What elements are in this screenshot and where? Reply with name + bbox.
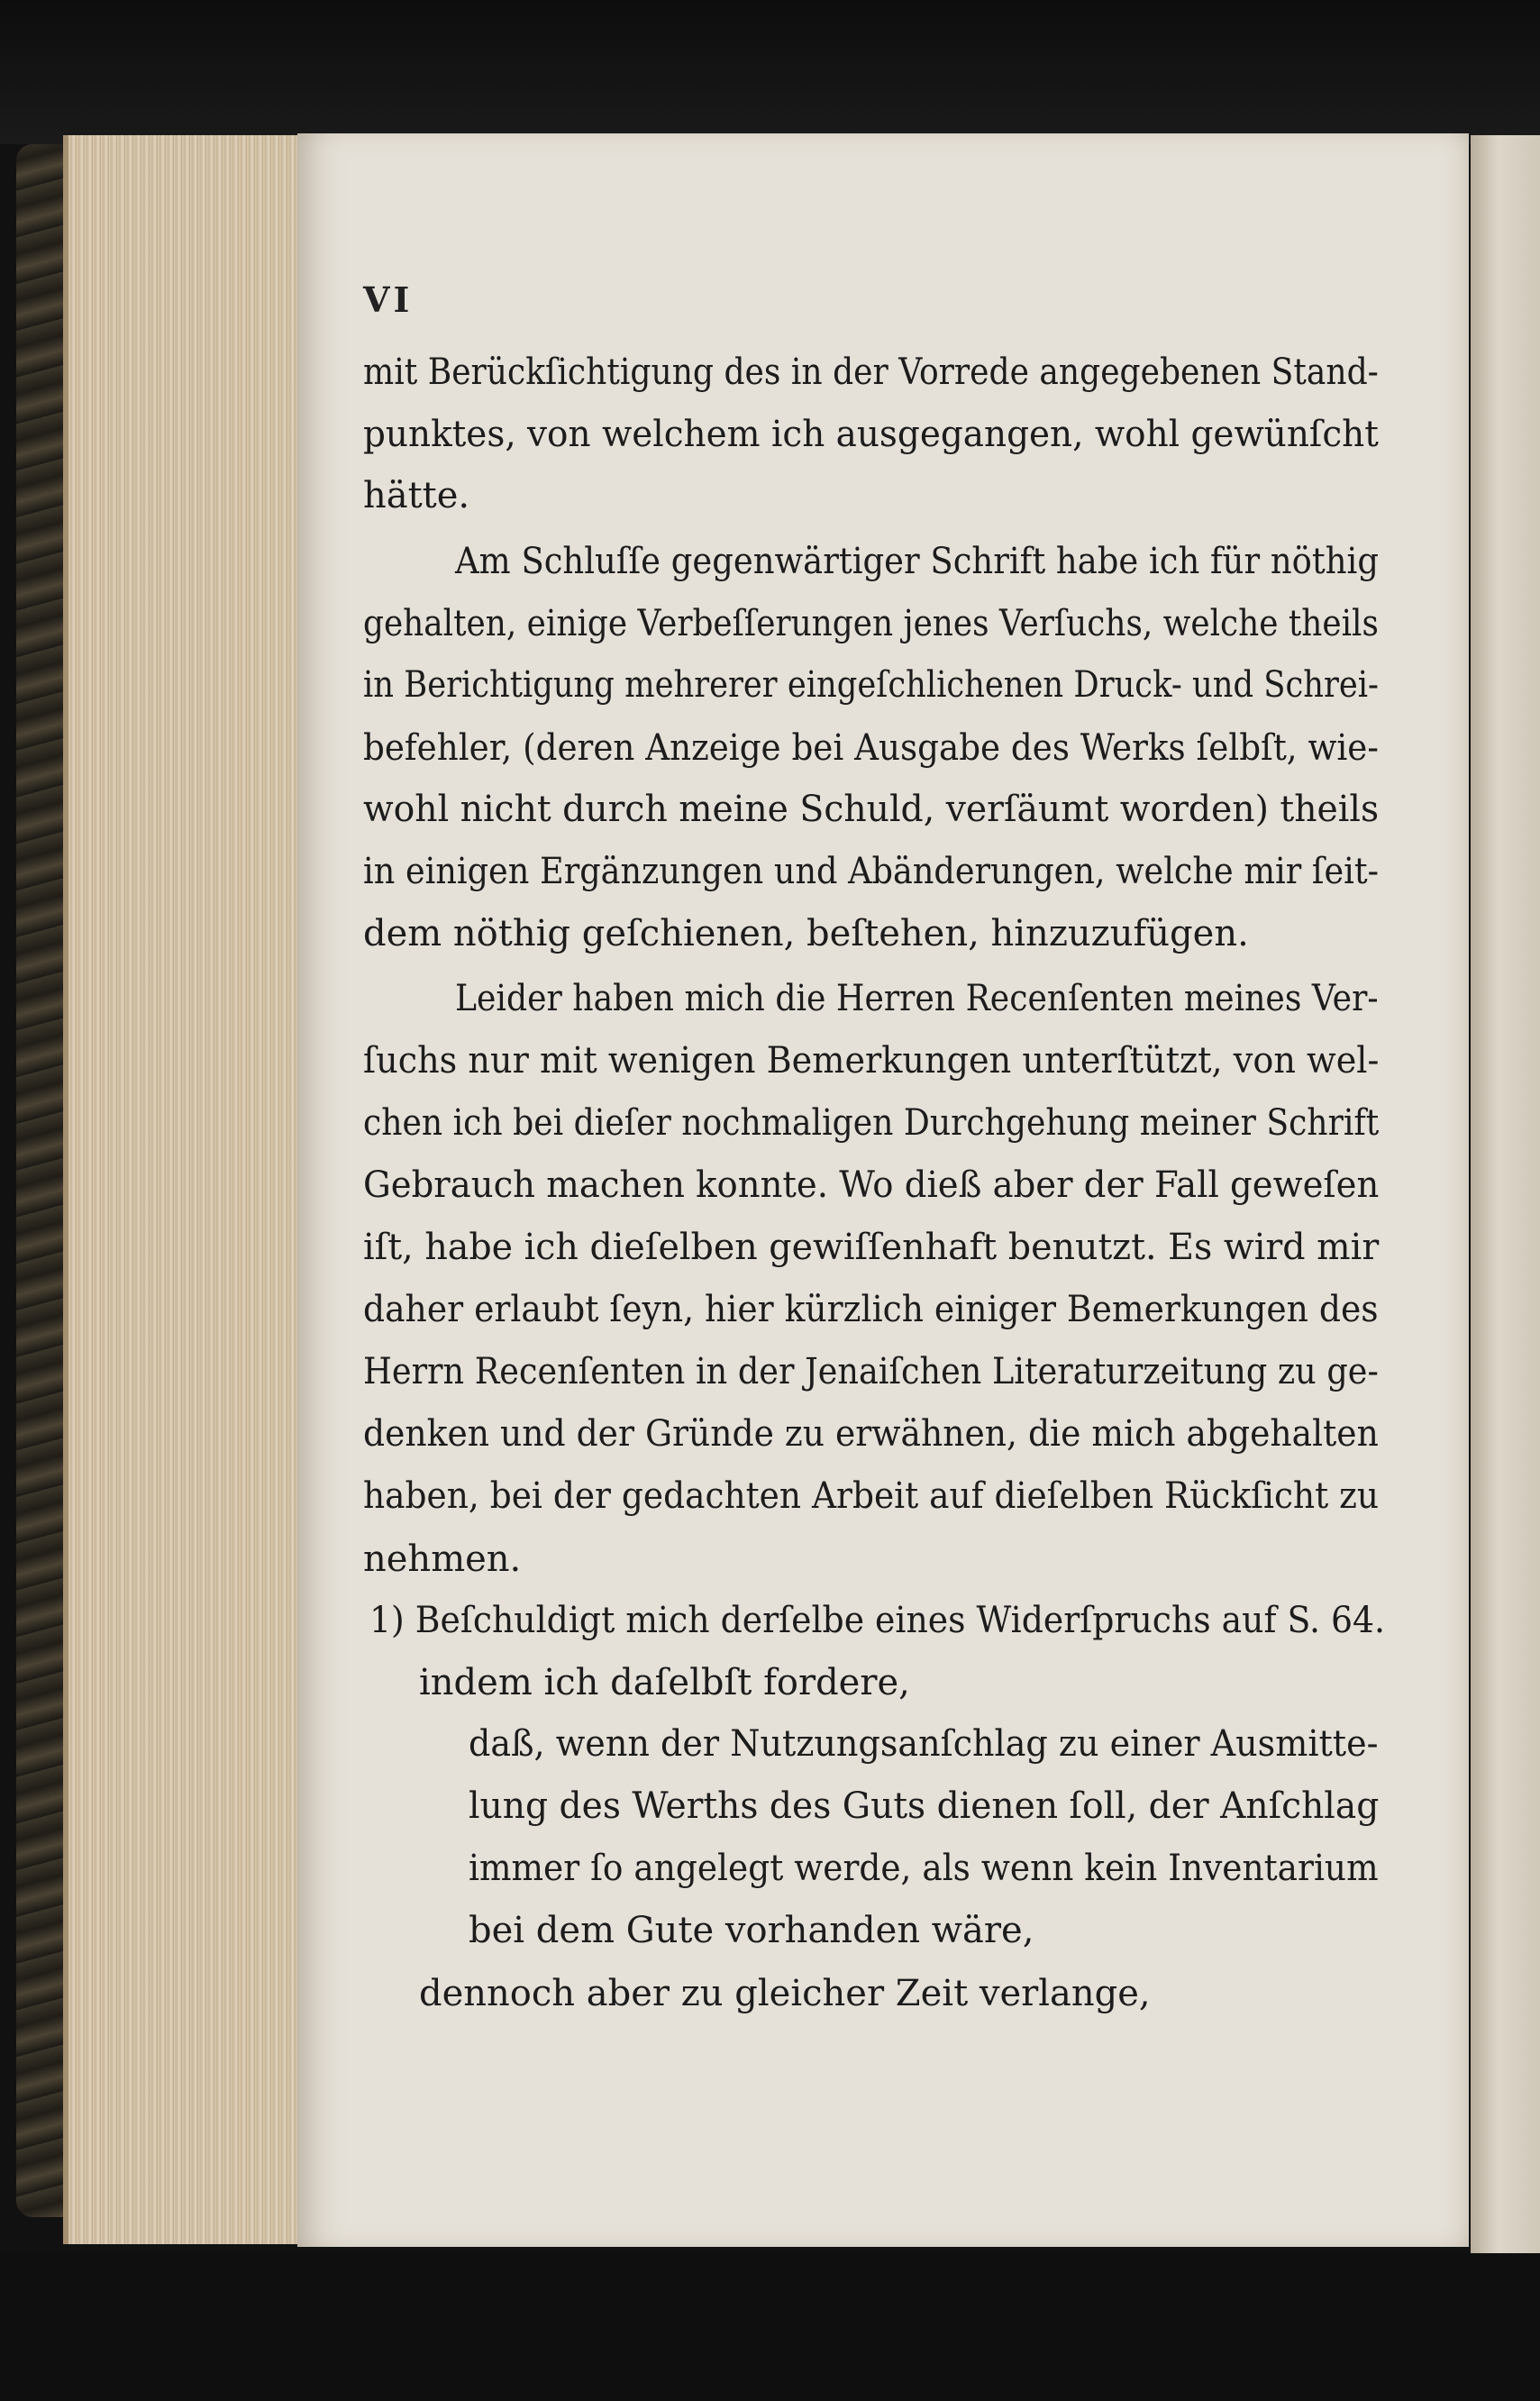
text-line: haben, bei der gedachten Arbeit auf dieſelben Rückſicht zu: [363, 1475, 1380, 1517]
text-line: bei dem Gute vorhanden wäre,: [469, 1910, 1034, 1951]
text-line: Am Schluſſe gegenwärtiger Schrift habe ich für nöthig: [455, 541, 1379, 582]
page-edges: [63, 135, 303, 2244]
text-line: in einigen Ergänzungen und Abänderungen, welche mir ſeit-: [363, 851, 1379, 892]
text-line: indem ich daſelbſt fordere,: [419, 1662, 910, 1703]
text-line: nehmen.: [363, 1538, 522, 1580]
text-line: 1) Beſchuldigt mich derſelbe eines Widerſpruchs auf S. 64.: [369, 1600, 1386, 1641]
text-line: mit Berückſichtigung des in der Vorrede angegebenen Stand-: [363, 351, 1379, 393]
text-line: punktes, von welchem ich ausgegangen, wohl gewünſcht: [363, 414, 1379, 455]
text-line: Leider haben mich die Herren Recenſenten meines Ver-: [455, 978, 1379, 1019]
text-line: gehalten, einige Verbeſſerungen jenes Verſuchs, welche theils: [363, 603, 1379, 644]
text-line: in Berichtigung mehrerer eingeſchlichenen Druck- und Schrei-: [363, 664, 1379, 706]
text-line: ſuchs nur mit wenigen Bemerkungen unterſtützt, von wel-: [363, 1040, 1380, 1082]
facing-page-edge: [1471, 135, 1540, 2253]
text-line: hätte.: [363, 475, 470, 516]
text-line: Gebrauch machen konnte. Wo dieß aber der Fall geweſen: [363, 1164, 1380, 1206]
background-top: [0, 0, 1540, 144]
text-line: iſt, habe ich dieſelben gewiſſenhaft benutzt. Es wird mir: [363, 1227, 1380, 1268]
background-bottom: [0, 2253, 1540, 2401]
text-line: dem nöthig geſchienen, beſtehen, hinzuzufügen.: [363, 913, 1249, 954]
text-line: immer ſo angelegt werde, als wenn kein Inventarium: [469, 1848, 1379, 1889]
text-line: befehler, (deren Anzeige bei Ausgabe des Werks ſelbſt, wie-: [363, 727, 1379, 769]
text-line: denken und der Gründe zu erwähnen, die mich abgehalten: [363, 1413, 1379, 1455]
text-line: daß, wenn der Nutzungsanſchlag zu einer Ausmitte-: [469, 1723, 1379, 1765]
text-line: Herrn Recenſenten in der Jenaiſchen Literaturzeitung zu ge-: [363, 1351, 1379, 1392]
page-number: VI: [363, 279, 414, 320]
text-line: dennoch aber zu gleicher Zeit verlange,: [419, 1973, 1151, 2014]
text-line: chen ich bei dieſer nochmaligen Durchgehung meiner Schrift: [363, 1102, 1380, 1144]
text-line: daher erlaubt ſeyn, hier kürzlich einiger Bemerkungen des: [363, 1289, 1379, 1330]
text-line: wohl nicht durch meine Schuld, verſäumt worden) theils: [363, 789, 1380, 830]
text-line: lung des Werths des Guts dienen ſoll, der Anſchlag: [469, 1785, 1380, 1827]
